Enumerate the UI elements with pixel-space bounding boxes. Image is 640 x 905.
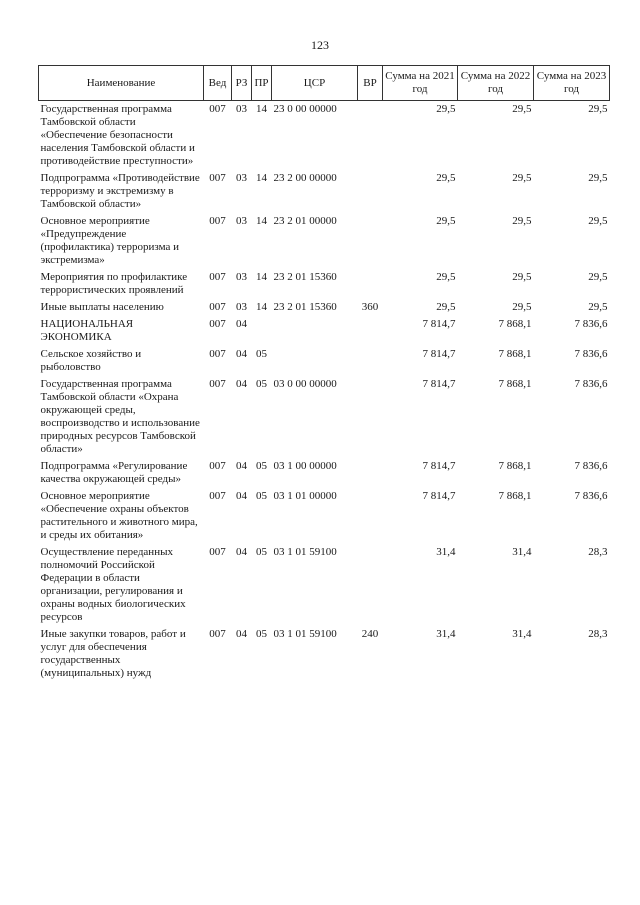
cell-ved: 007 xyxy=(209,172,226,184)
cell-sum-2022: 29,5 xyxy=(512,103,532,115)
cell-csr: 23 2 01 15360 xyxy=(273,271,337,283)
cell-ved: 007 xyxy=(209,628,226,640)
cell-csr: 03 1 00 00000 xyxy=(273,460,337,472)
cell-rz: 03 xyxy=(236,271,247,283)
cell-ved: 007 xyxy=(209,460,226,472)
budget-table xyxy=(38,65,610,682)
cell-sum-2022: 7 868,1 xyxy=(498,490,532,502)
cell-sum-2023: 7 836,6 xyxy=(574,348,608,360)
cell-csr: 23 2 01 00000 xyxy=(273,215,337,227)
cell-name: Иные закупки товаров, работ и услуг для обеспечения государственных (муниципальных) нужд xyxy=(40,628,186,679)
table-row xyxy=(39,316,610,346)
cell-name: Мероприятия по профилактике террористических проявлений xyxy=(40,271,188,296)
cell-csr xyxy=(272,346,358,376)
cell-csr: 03 1 01 59100 xyxy=(273,628,337,640)
header-pr: ПР xyxy=(252,66,272,101)
cell-sum-2022: 7 868,1 xyxy=(498,378,532,390)
cell-sum-2023: 7 836,6 xyxy=(574,460,608,472)
cell-vr xyxy=(358,316,383,346)
cell-ved: 007 xyxy=(209,348,226,360)
header-vr: ВР xyxy=(358,66,383,101)
table-row xyxy=(39,299,610,316)
cell-name: Основное мероприятие «Обеспечение охраны объектов растительного и животного мира, и среды их обитания» xyxy=(40,490,198,541)
cell-sum-2023: 29,5 xyxy=(588,301,608,313)
cell-rz: 03 xyxy=(236,301,247,313)
cell-sum-2023: 29,5 xyxy=(588,172,608,184)
cell-ved: 007 xyxy=(209,103,226,115)
table-header-row xyxy=(39,66,610,101)
cell-rz: 03 xyxy=(236,172,247,184)
table-row xyxy=(39,101,610,171)
cell-pr: 05 xyxy=(256,348,267,360)
cell-name: Государственная программа Тамбовской области «Охрана окружающей среды, воспроизводство и использование природных ресурсов Тамбовской области» xyxy=(40,378,200,455)
page-number: 123 xyxy=(311,38,329,52)
cell-vr xyxy=(358,346,383,376)
cell-rz: 03 xyxy=(236,103,247,115)
cell-rz: 04 xyxy=(236,490,247,502)
cell-sum-2023: 7 836,6 xyxy=(574,490,608,502)
cell-ved: 007 xyxy=(209,301,226,313)
cell-sum-2023: 7 836,6 xyxy=(574,378,608,390)
cell-sum-2021: 7 814,7 xyxy=(422,490,456,502)
cell-rz: 04 xyxy=(236,546,247,558)
cell-csr: 23 0 00 00000 xyxy=(273,103,337,115)
header-sum-2021: Сумма на 2021 год xyxy=(383,66,458,101)
cell-name: НАЦИОНАЛЬНАЯ ЭКОНОМИКА xyxy=(40,318,134,343)
table-row xyxy=(39,544,610,626)
cell-sum-2023: 7 836,6 xyxy=(574,318,608,330)
header-csr: ЦСР xyxy=(272,66,358,101)
cell-vr: 240 xyxy=(361,628,379,640)
cell-pr: 05 xyxy=(256,628,267,640)
cell-ved: 007 xyxy=(209,546,226,558)
cell-vr xyxy=(358,170,383,213)
cell-sum-2022: 29,5 xyxy=(512,172,532,184)
cell-pr: 05 xyxy=(256,490,267,502)
table-row xyxy=(39,213,610,269)
cell-pr: 14 xyxy=(256,301,267,313)
cell-sum-2022: 29,5 xyxy=(512,215,532,227)
cell-pr: 14 xyxy=(256,103,267,115)
table-row xyxy=(39,269,610,299)
cell-sum-2021: 29,5 xyxy=(436,215,456,227)
cell-name: Сельское хозяйство и рыболовство xyxy=(40,348,142,373)
cell-sum-2023: 29,5 xyxy=(588,215,608,227)
header-sum-2022: Сумма на 2022 год xyxy=(458,66,534,101)
table-row xyxy=(39,376,610,458)
cell-pr: 05 xyxy=(256,378,267,390)
cell-vr xyxy=(358,488,383,544)
cell-sum-2021: 7 814,7 xyxy=(422,378,456,390)
cell-sum-2021: 7 814,7 xyxy=(422,318,456,330)
cell-sum-2021: 31,4 xyxy=(436,628,456,640)
cell-sum-2022: 7 868,1 xyxy=(498,460,532,472)
cell-sum-2022: 29,5 xyxy=(512,301,532,313)
cell-csr: 23 2 01 15360 xyxy=(273,301,337,313)
header-rz: РЗ xyxy=(232,66,252,101)
cell-vr xyxy=(358,376,383,458)
cell-csr: 03 0 00 00000 xyxy=(273,378,337,390)
cell-vr xyxy=(358,269,383,299)
cell-name: Основное мероприятие «Предупреждение (профилактика) терроризма и экстремизма» xyxy=(40,215,179,266)
cell-pr: 14 xyxy=(256,271,267,283)
cell-ved: 007 xyxy=(209,318,226,330)
cell-name: Подпрограмма «Регулирование качества окружающей среды» xyxy=(40,460,188,485)
cell-sum-2022: 29,5 xyxy=(512,271,532,283)
cell-rz: 04 xyxy=(236,628,247,640)
cell-name: Государственная программа Тамбовской области «Обеспечение безопасности населения Тамбовской области и противодействие преступности» xyxy=(40,103,195,167)
cell-rz: 03 xyxy=(236,215,247,227)
cell-vr xyxy=(358,101,383,171)
cell-rz: 04 xyxy=(236,378,247,390)
cell-sum-2022: 31,4 xyxy=(512,546,532,558)
cell-sum-2022: 7 868,1 xyxy=(498,348,532,360)
header-sum-2023: Сумма на 2023 год xyxy=(534,66,610,101)
cell-vr xyxy=(358,213,383,269)
cell-ved: 007 xyxy=(209,215,226,227)
table-row xyxy=(39,346,610,376)
cell-rz: 04 xyxy=(236,348,247,360)
header-name: Наименование xyxy=(39,66,204,101)
cell-sum-2021: 7 814,7 xyxy=(422,348,456,360)
cell-sum-2023: 28,3 xyxy=(588,546,608,558)
cell-rz: 04 xyxy=(236,318,247,330)
table-row xyxy=(39,458,610,488)
cell-sum-2022: 7 868,1 xyxy=(498,318,532,330)
cell-pr xyxy=(252,316,272,346)
cell-sum-2023: 29,5 xyxy=(588,271,608,283)
cell-pr: 05 xyxy=(256,460,267,472)
cell-name: Подпрограмма «Противодействие терроризму и экстремизму в Тамбовской области» xyxy=(40,172,200,210)
cell-sum-2021: 7 814,7 xyxy=(422,460,456,472)
cell-sum-2021: 29,5 xyxy=(436,271,456,283)
cell-name: Осуществление переданных полномочий Российской Федерации в области организации, регулирования и охраны водных биологических ресурсов xyxy=(40,546,186,623)
cell-pr: 14 xyxy=(256,215,267,227)
header-ved: Вед xyxy=(204,66,232,101)
cell-sum-2023: 28,3 xyxy=(588,628,608,640)
table-row xyxy=(39,626,610,682)
cell-ved: 007 xyxy=(209,271,226,283)
cell-ved: 007 xyxy=(209,490,226,502)
table-body xyxy=(39,101,610,683)
cell-sum-2023: 29,5 xyxy=(588,103,608,115)
cell-pr: 05 xyxy=(256,546,267,558)
cell-sum-2022: 31,4 xyxy=(512,628,532,640)
cell-pr: 14 xyxy=(256,172,267,184)
cell-csr xyxy=(272,316,358,346)
cell-csr: 23 2 00 00000 xyxy=(273,172,337,184)
cell-rz: 04 xyxy=(236,460,247,472)
cell-ved: 007 xyxy=(209,378,226,390)
table-row xyxy=(39,488,610,544)
cell-sum-2021: 29,5 xyxy=(436,172,456,184)
cell-vr xyxy=(358,458,383,488)
cell-name: Иные выплаты населению xyxy=(40,301,164,313)
cell-sum-2021: 29,5 xyxy=(436,301,456,313)
cell-sum-2021: 31,4 xyxy=(436,546,456,558)
cell-vr: 360 xyxy=(361,301,379,313)
cell-sum-2021: 29,5 xyxy=(436,103,456,115)
cell-csr: 03 1 01 59100 xyxy=(273,546,337,558)
table-row xyxy=(39,170,610,213)
cell-vr xyxy=(358,544,383,626)
cell-csr: 03 1 01 00000 xyxy=(273,490,337,502)
